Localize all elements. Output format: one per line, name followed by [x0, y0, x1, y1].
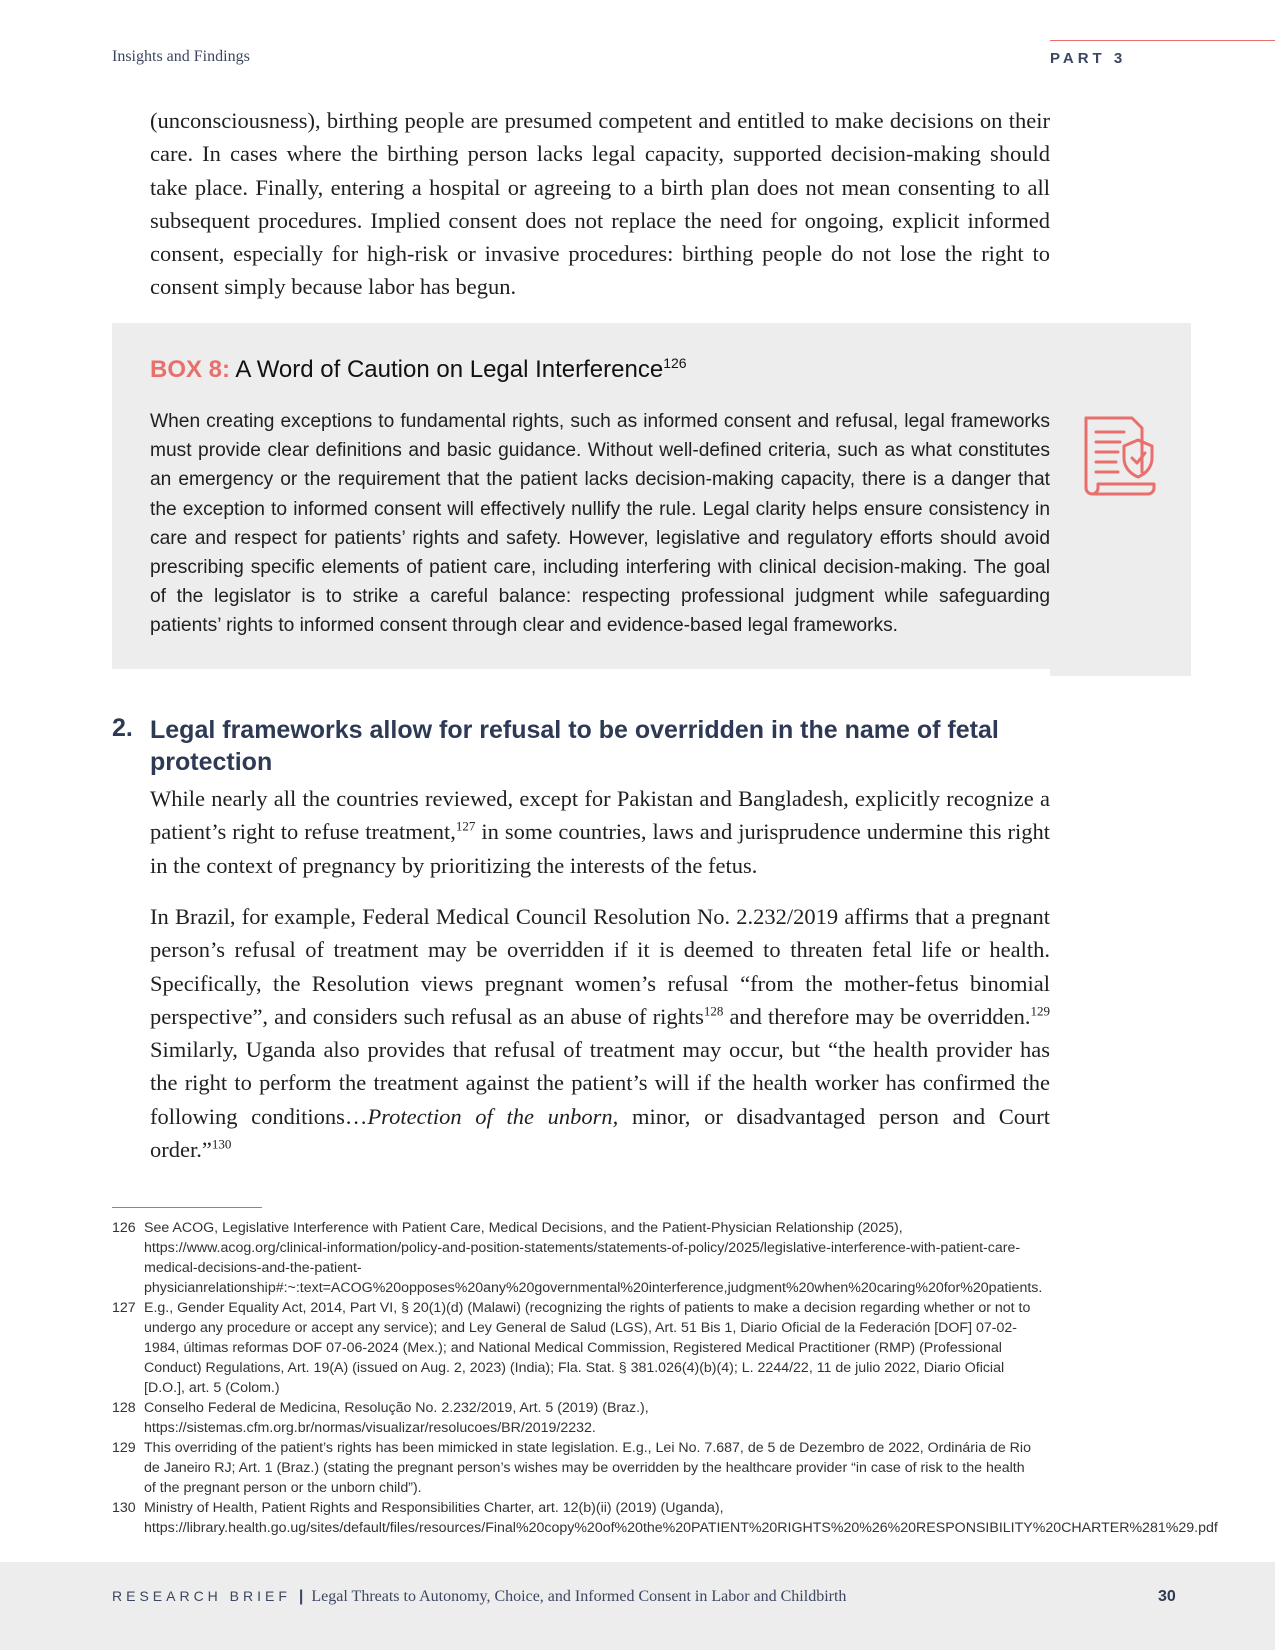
section-paragraph-2: [150, 900, 1050, 1166]
footer-title: Legal Threats to Autonomy, Choice, and Informed Consent in Labor and Childbirth: [311, 1588, 847, 1605]
document-shield-icon: [1080, 412, 1158, 500]
section-heading: Legal frameworks allow for refusal to be overridden in the name of fetal protection: [150, 716, 999, 776]
footnote-129: [112, 1438, 1037, 1498]
intro-paragraph: [150, 104, 1050, 304]
page-footer: [0, 1562, 1275, 1650]
footnote-number: 130: [112, 1500, 136, 1516]
footer-separator: |: [298, 1588, 304, 1605]
footnote-ref-128[interactable]: 128: [703, 1003, 724, 1019]
footnote-number: 128: [112, 1400, 136, 1416]
footnote-text: Ministry of Health, Patient Rights and Responsibilities Charter, art. 12(b)(ii) (2019) (Uganda), https://library.health.go.ug/sites/default/files/resources/Final%20copy%20of%20the%20PATIENT%20RIGHTS%20%26%20RESPONSIBILITY%20CHARTER%281%29.pdf: [144, 1500, 1218, 1536]
footnote-130: [112, 1498, 1218, 1538]
page-number: 30: [1158, 1588, 1176, 1605]
paragraph-text: minor, or disadvantaged person and Court order.”: [150, 1103, 1051, 1163]
footnote-text: See ACOG, Legislative Interference with Patient Care, Medical Decisions, and the Patient-Physician Relationship (2025), https://www.acog.org/clinical-information/policy-and-position-statements/statements-of-policy/2025/legislative-interference-with-patient-care-medical-decisions-and-the-patient-physicianrelationship#:~:text=ACOG%20opposes%20any%20governmental%20interference,judgment%20when%20caring%20for%20patients.: [144, 1220, 1043, 1296]
paragraph-text: in some countries, laws and jurisprudence undermine this right in the context of pregnancy by prioritizing the interests of the fetus.: [150, 819, 1051, 878]
paragraph-text: Similarly, Uganda also provides that refusal of treatment may occur, but “the health provider has the right to perform the treatment against the patient’s will if the health worker has confirmed the following conditions…: [150, 1037, 1050, 1129]
box-label: BOX 8:: [150, 356, 231, 383]
footnote-127: [112, 1298, 1037, 1398]
footnote-text: Conselho Federal de Medicina, Resolução No. 2.232/2019, Art. 5 (2019) (Braz.), https://sistemas.cfm.org.br/normas/visualizar/resolucoes/BR/2019/2232.: [144, 1400, 649, 1436]
running-header-section: Insights and Findings: [112, 48, 250, 65]
paragraph-text: In Brazil, for example, Federal Medical Council Resolution No. 2.232/2019 affirms that a pregnant person’s refusal of treatment may be overridden if it is deemed to threaten fetal life or health. Specifically, the Resolution views pregnant women’s refusal “from the mother-fetus binomial perspective”, and considers such refusal as an abuse of rights: [150, 904, 1050, 1029]
footnote-ref-127[interactable]: 127: [455, 818, 476, 834]
footnote-number: 127: [112, 1300, 136, 1316]
paragraph-italic-text: Protection of the unborn,: [367, 1103, 619, 1129]
paragraph-text: and therefore may be overridden.: [723, 1003, 1031, 1029]
footnote-ref-129[interactable]: 129: [1030, 1003, 1050, 1019]
intro-paragraph-text: (unconsciousness), birthing people are presumed competent and entitled to make decisions on their care. In cases where the birthing person lacks legal capacity, supported decision-making should take place. Finally, entering a hospital or agreeing to a birth plan does not mean consenting to all subsequent procedures. Implied consent does not replace the need for ongoing, explicit informed consent, especially for high-risk or invasive procedures: birthing people do not lose the right to consent simply because labor has begun.: [150, 108, 1050, 300]
running-header-part: PART 3: [1050, 50, 1127, 67]
footnotes-list: [112, 1218, 1218, 1538]
footer-title-line: [112, 1588, 846, 1606]
box-8-body: When creating exceptions to fundamental rights, such as informed consent and refusal, legal frameworks must provide clear definitions and basic guidance. Without well-defined criteria, such as what constitutes an emergency or the requirement that the patient lacks decision-making capacity, there is a danger that the exception to informed consent will effectively nullify the rule. Legal clarity helps ensure consistency in care and respect for patients’ rights and safety. However, legislative and regulatory efforts should avoid prescribing specific elements of patient care, including interfering with clinical decision-making. The goal of the legislator is to strike a careful balance: respecting professional judgment while safeguarding patients’ rights to informed consent through clear and evidence-based legal frameworks.: [150, 411, 1050, 637]
footnote-126: [112, 1218, 1043, 1298]
footnote-ref-130[interactable]: 130: [211, 1136, 232, 1152]
box-footnote-ref[interactable]: 126: [663, 355, 687, 371]
paragraph-text: While nearly all the countries reviewed, except for Pakistan and Bangladesh, explicitly recognize a patient’s right to refuse treatment,: [150, 786, 1050, 845]
box-title-text: A Word of Caution on Legal Interference: [235, 356, 664, 383]
footer-brand: RESEARCH BRIEF: [112, 1588, 291, 1604]
box-8-title: [150, 355, 687, 384]
section-paragraph-1: [150, 782, 1050, 882]
footnote-number: 129: [112, 1440, 136, 1456]
footnote-divider: [112, 1207, 262, 1208]
footnote-text: This overriding of the patient’s rights has been mimicked in state legislation. E.g., Lei No. 7.687, de 5 de Dezembro de 2022, Ordinária de Rio de Janeiro RJ; Art. 1 (Braz.) (stating the pregnant person’s wishes may be overridden by the healthcare provider “in case of risk to the health of the pregnant person or the unborn child”).: [144, 1440, 1031, 1496]
footnote-text: E.g., Gender Equality Act, 2014, Part VI, § 20(1)(d) (Malawi) (recognizing the rights of patients to make a decision regarding whether or not to undergo any procedure or accept any service); and Ley General de Salud (LGS), Art. 51 Bis 1, Diario Oficial de la Federación [DOF] 07-02-1984, últimas reformas DOF 07-06-2024 (Mex.); and National Medical Commission, Registered Medical Practitioner (RMP) (Professional Conduct) Regulations, Art. 19(A) (issued on Aug. 2, 2023) (India); Fla. Stat. § 381.026(4)(b)(4); L. 2244/22, 11 de julio 2022, Diario Oficial [D.O.], art. 5 (Colom.): [144, 1300, 1031, 1396]
footnote-128: [112, 1398, 1037, 1438]
section-number: 2.: [112, 714, 133, 742]
footnote-number: 126: [112, 1220, 136, 1236]
header-accent-rule: [1050, 40, 1275, 41]
